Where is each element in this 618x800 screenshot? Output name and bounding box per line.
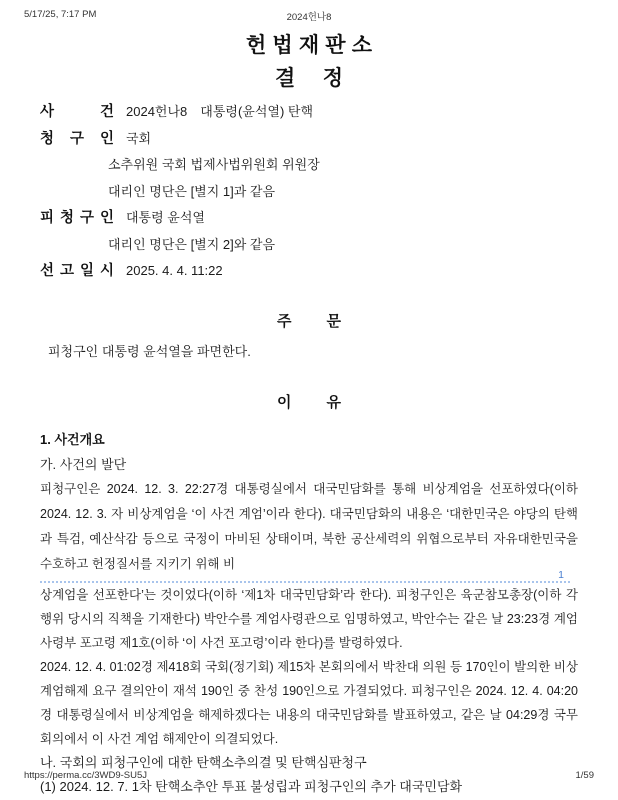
date-label: 선 고 일 시 xyxy=(40,263,114,279)
subsection-na-1-title: (1) 2024. 12. 7. 1차 탄핵소추안 투표 불성립과 피청구인의 추가 대국민담화 xyxy=(40,779,463,794)
case-name: 대통령(윤석열) 탄핵 xyxy=(200,104,314,119)
paragraph-1-continued: 상계엄을 선포한다’는 것이었다(이하 ‘제1차 대국민담화’라 한다). 피청구인은 육군참모총장(이하 각 행위 당시의 직책을 기재한다) 박안수를 계엄사령관으로 임명하였고, 박안수는 같은 날 23:23경 계엄사령부 포고령 제1호(이하 ‘이 사건 포고령’이라 한다)를 발령하였다. xyxy=(40,588,578,650)
respondent-label: 피 청 구 인 xyxy=(40,210,114,226)
print-header xyxy=(24,9,594,23)
paragraph-2: 2024. 12. 4. 01:02경 제418회 국회(정기회) 제15차 본회의에서 박찬대 의원 등 170인이 발의한 비상계엄해제 요구 결의안이 재석 190인 중 찬성 190인으로 가결되었다. 피청구인은 2024. 12. 4. 04:20경 대통령실에서 비상계엄을 해제하겠다는 내용의 대국민담화를 발표하였고, 같은 날 04:29경 국무회의에서 이 사건 계엄 해제안이 의결되었다. xyxy=(40,660,578,746)
title-block xyxy=(0,34,618,91)
claimant-label: 청 구 인 xyxy=(40,130,114,147)
case-row-respondent-attorney xyxy=(40,232,578,259)
decision-title-text: 결 정 xyxy=(275,67,343,90)
claimant-value: 국회 xyxy=(126,130,152,146)
case-row-claimant xyxy=(40,126,578,153)
subsection-na-title: 나. 국회의 피청구인에 대한 탄핵소추의결 및 탄핵심판청구 xyxy=(40,755,367,770)
judgment-heading xyxy=(40,313,578,331)
prosecutor-line: 소추위원 국회 법제사법위원회 위원장 xyxy=(108,157,320,172)
case-row-date xyxy=(40,258,578,285)
section-1-title: 1. 사건개요 xyxy=(40,432,105,447)
judgment-text: 피청구인 대통령 윤석열을 파면한다. xyxy=(48,344,251,359)
subsection-ga-title: 가. 사건의 발단 xyxy=(40,457,127,472)
case-number: 2024헌나8 xyxy=(126,104,188,119)
respondent-attorney-line: 대리인 명단은 [별지 2]와 같음 xyxy=(108,236,276,252)
reasons-heading-text: 이 유 xyxy=(277,394,341,411)
date-value: 2025. 4. 4. 11:22 xyxy=(126,263,223,278)
print-header-datetime: 5/17/25, 7:17 PM xyxy=(24,9,97,20)
court-title xyxy=(0,34,618,58)
case-label: 사 건 xyxy=(40,104,114,120)
case-row-prosecutor xyxy=(40,152,578,179)
respondent-value: 대통령 윤석열 xyxy=(126,210,205,225)
print-footer-page-indicator: 1/59 xyxy=(575,770,594,781)
claimant-attorney-line: 대리인 명단은 [별지 1]과 같음 xyxy=(108,183,276,199)
case-row-case xyxy=(40,99,578,126)
print-header-doc-title: 2024헌나8 xyxy=(286,12,332,23)
case-info xyxy=(40,99,578,285)
judgment-heading-text: 주 문 xyxy=(277,313,341,330)
page-break-number: 1 xyxy=(558,569,564,581)
paragraph-1: 피청구인은 2024. 12. 3. 22:27경 대통령실에서 대국민담화를 통해 비상계엄을 선포하였다(이하 2024. 12. 3. 자 비상계엄을 ‘이 사건 계엄’이라 한다). 대국민담화의 내용은 ‘대한민국은 야당의 탄핵과 특검, 예산삭감 등으로 국정이 마비된 상태이며, 북한 공산세력의 위협으로부터 자유대한민국을 수호하고 헌정질서를 지키기 위해 비 xyxy=(40,482,578,571)
decision-title xyxy=(0,67,618,91)
reasons-heading xyxy=(40,394,578,412)
case-row-claimant-attorney xyxy=(40,179,578,206)
print-footer xyxy=(24,770,594,784)
print-footer-url: https://perma.cc/3WD9-SU5J xyxy=(24,770,148,781)
case-row-respondent xyxy=(40,205,578,232)
reasons-section xyxy=(40,394,578,799)
court-title-text: 헌 법 재 판 소 xyxy=(246,34,372,57)
judgment-section xyxy=(40,313,578,361)
